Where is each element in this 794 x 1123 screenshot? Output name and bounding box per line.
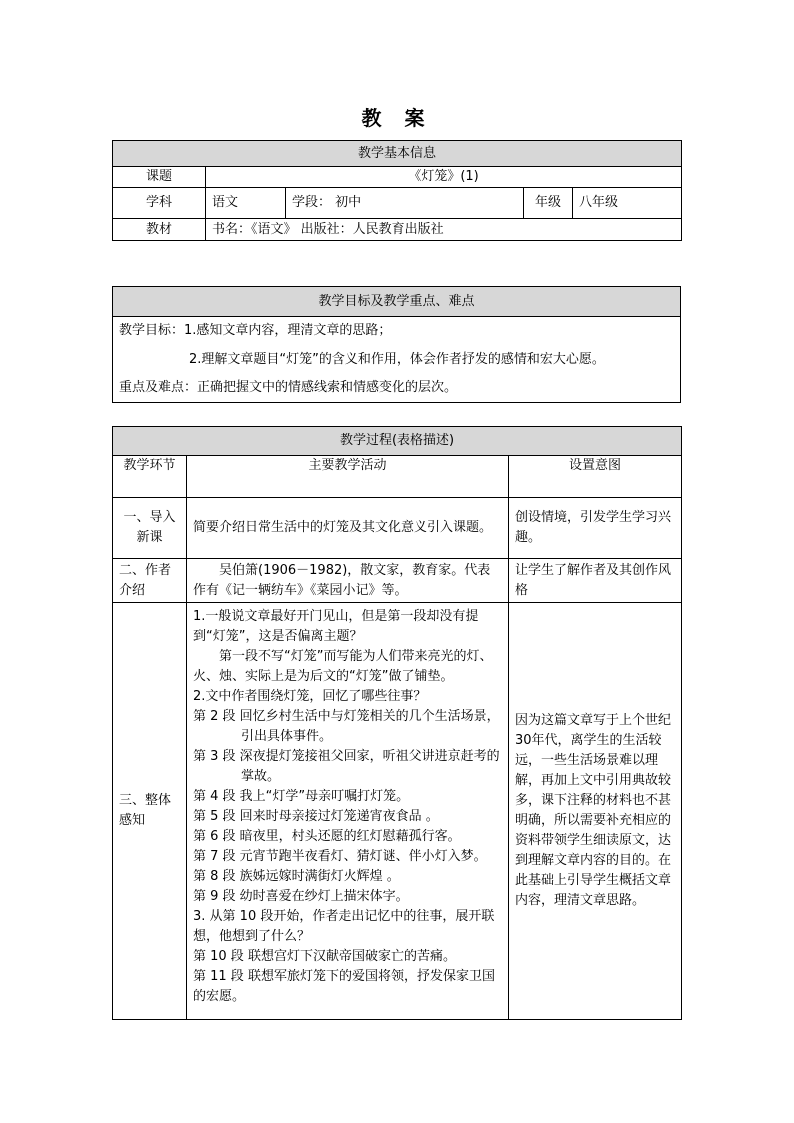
subject-label: 学科 <box>113 188 206 219</box>
stage-overview: 三、整体感知 <box>113 603 187 1020</box>
overview-line: 2.文中作者围绕灯笼，回忆了哪些往事？ <box>193 689 427 704</box>
grade-label: 年级 <box>524 188 573 219</box>
overview-line: 第 10 段 联想宫灯下汉献帝国破家亡的苦痛。 <box>193 949 456 964</box>
stage-cell <box>286 188 524 219</box>
textbook-label: 教材 <box>113 219 206 241</box>
overview-line: 第 8 段 族姊远嫁时满街灯火辉煌 。 <box>193 869 400 884</box>
goals-table <box>112 286 681 403</box>
stage-value: 初中 <box>335 195 362 210</box>
stage-intro: 一、导入新课 <box>113 498 187 559</box>
col-intent-header: 设置意图 <box>509 456 682 498</box>
overview-line: 第 4 段 我上“灯学”母亲叮嘱打灯笼。 <box>193 789 410 804</box>
subject-value: 语文 <box>206 188 286 219</box>
overview-line: 第一段不写“灯笼”而写能为人们带来亮光的灯、火、烛、实际上是为后文的“灯笼”做了铺垫。 <box>193 649 493 684</box>
grade-value: 八年级 <box>573 188 682 219</box>
overview-line: 第 11 段 联想军旅灯笼下的爱国将领，抒发保家卫国的宏愿。 <box>193 969 495 1004</box>
overview-line: 3. 从第 10 段开始，作者走出记忆中的往事，展开联想，他想到了什么？ <box>193 909 495 944</box>
key-points-line: 重点及难点：正确把握文中的情感线索和情感变化的层次。 <box>113 375 681 403</box>
overview-line: 第 2 段 回忆乡村生活中与灯笼相关的几个生活场景，引出具体事件。 <box>193 709 500 744</box>
col-activity-header: 主要教学活动 <box>187 456 509 498</box>
basic-info-header: 教学基本信息 <box>113 141 682 167</box>
intent-overview: 因为这篇文章写于上个世纪30年代，离学生的生活较远，一些生活场景难以理解，再加上文中引用典故较多，课下注释的材料也不甚明确，所以需要补充相应的资料带领学生细读原文，达到理解文章内容的目的。在此基础上引导学生概括文章内容，理清文章思路。 <box>509 603 682 1020</box>
activity-author: 吴伯箫(1906－1982)，散文家，教育家。代表作有《记一辆纺车》《菜园小记》等。 <box>187 559 509 603</box>
textbook-value: 书名：《语文》 出版社：人民教育出版社 <box>206 219 682 241</box>
activity-intro: 简要介绍日常生活中的灯笼及其文化意义引入课题。 <box>187 498 509 559</box>
stage-author: 二、作者介绍 <box>113 559 187 603</box>
overview-line: 第 6 段 暗夜里，村头还愿的红灯慰藉孤行客。 <box>193 829 461 844</box>
intent-author: 让学生了解作者及其创作风格 <box>509 559 682 603</box>
lesson-label: 课题 <box>113 167 206 188</box>
activity-overview <box>187 603 509 1020</box>
overview-line: 第 7 段 元宵节跑半夜看灯、猜灯谜、伴小灯入梦。 <box>193 849 487 864</box>
process-table <box>112 426 682 1020</box>
lesson-value: 《灯笼》(1) <box>206 167 682 188</box>
stage-label: 学段： <box>292 195 332 210</box>
col-stage-header: 教学环节 <box>113 456 187 498</box>
process-header: 教学过程(表格描述) <box>113 427 682 456</box>
page-title: 教 案 <box>361 106 433 130</box>
overview-line: 第 9 段 幼时喜爱在纱灯上描宋体字。 <box>193 889 409 904</box>
goals-header: 教学目标及教学重点、难点 <box>113 287 681 317</box>
intent-intro: 创设情境，引发学生学习兴趣。 <box>509 498 682 559</box>
basic-info-table <box>112 140 682 241</box>
overview-line: 第 5 段 回来时母亲接过灯笼递宵夜食品 。 <box>193 809 439 824</box>
overview-line: 1.一般说文章最好开门见山，但是第一段却没有提到“灯笼”，这是否偏离主题？ <box>193 609 479 644</box>
overview-line: 第 3 段 深夜提灯笼接祖父回家，听祖父讲进京赶考的掌故。 <box>193 749 500 784</box>
goal-line-1: 教学目标：1.感知文章内容，理清文章的思路； <box>113 317 681 346</box>
goal-line-2: 2.理解文章题目“灯笼”的含义和作用，体会作者抒发的感情和宏大心愿。 <box>113 346 681 375</box>
